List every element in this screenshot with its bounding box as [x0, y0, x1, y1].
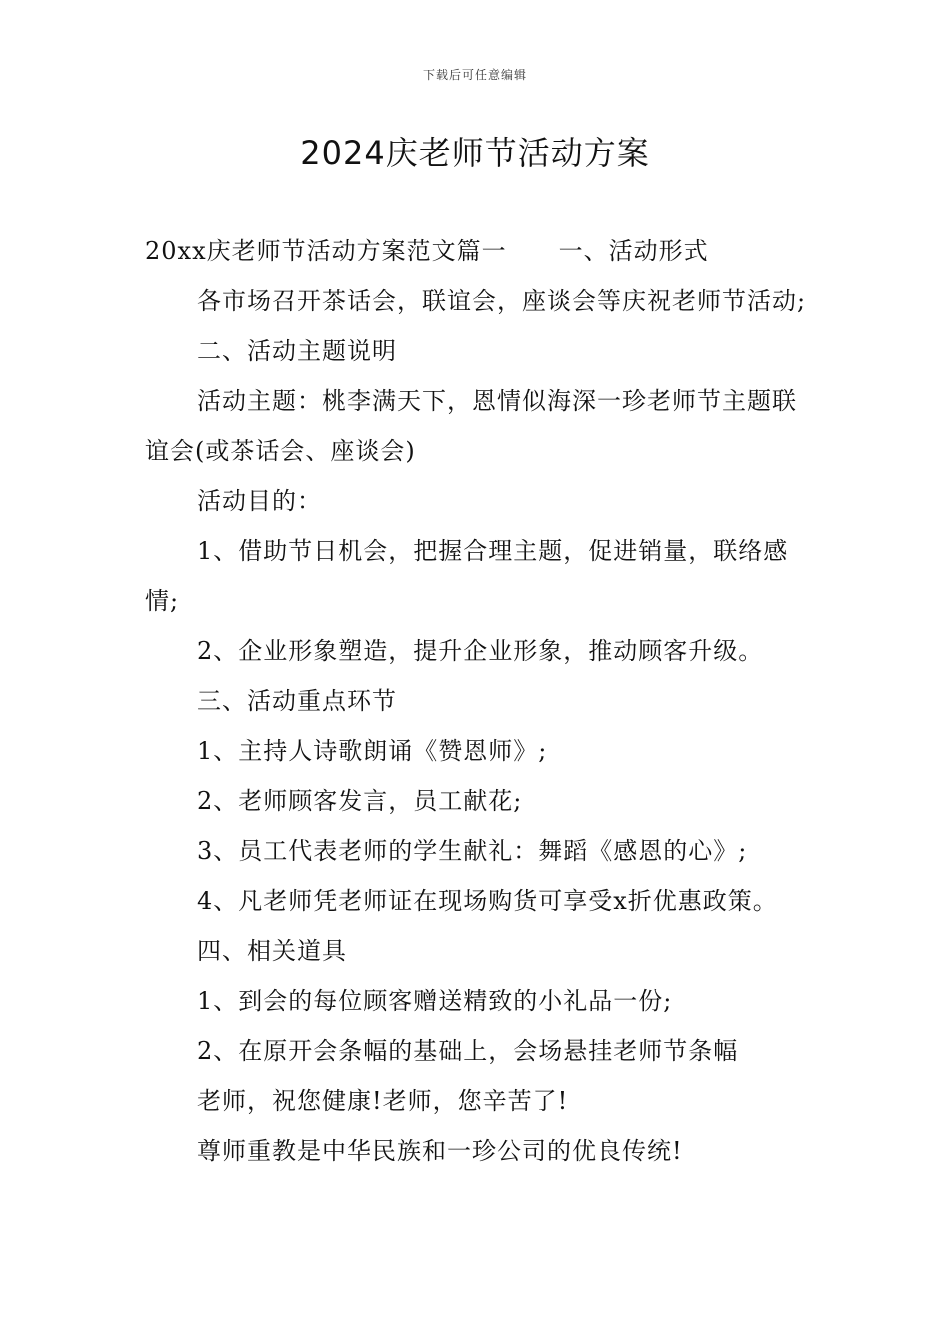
section-intro-label: 20xx庆老师节活动方案范文篇一 [145, 237, 507, 265]
document-title: 2024庆老师节活动方案 [300, 134, 650, 172]
first-line [145, 226, 810, 276]
paragraph: 老师，祝您健康!老师，您辛苦了! [197, 1087, 569, 1115]
paragraph: 活动主题：桃李满天下，恩情似海深一珍老师节主题联谊会(或茶话会、座谈会) [145, 387, 797, 465]
section-heading-activity-form: 一、活动形式 [558, 237, 709, 265]
paragraph: 各市场召开茶话会，联谊会，座谈会等庆祝老师节活动; [197, 287, 807, 315]
header-note: 下载后可任意编辑 [422, 68, 527, 82]
list-item: 2、在原开会条幅的基础上，会场悬挂老师节条幅 [197, 1037, 739, 1065]
list-item: 3、员工代表老师的学生献礼：舞蹈《感恩的心》; [197, 837, 748, 865]
list-item: 1、主持人诗歌朗诵《赞恩师》; [197, 737, 548, 765]
section-heading: 三、活动重点环节 [197, 687, 397, 715]
list-item: 1、到会的每位顾客赠送精致的小礼品一份; [197, 987, 673, 1015]
list-item: 2、老师顾客发言，员工献花; [197, 787, 523, 815]
section-heading: 四、相关道具 [197, 937, 347, 965]
document-body [145, 226, 810, 1176]
list-item: 1、借助节日机会，把握合理主题，促进销量，联络感情; [145, 537, 789, 615]
section-heading: 二、活动主题说明 [197, 337, 397, 365]
list-item: 2、企业形象塑造，提升企业形象，推动顾客升级。 [197, 637, 764, 665]
paragraph: 活动目的： [197, 487, 322, 515]
list-item: 4、凡老师凭老师证在现场购货可享受x折优惠政策。 [197, 887, 778, 915]
paragraph: 尊师重教是中华民族和一珍公司的优良传统! [197, 1137, 683, 1165]
